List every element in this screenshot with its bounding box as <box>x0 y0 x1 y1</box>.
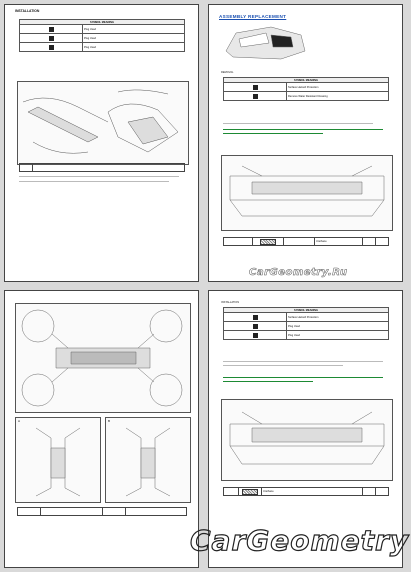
overview-drawing <box>16 304 190 412</box>
detail-panel-b <box>105 417 191 503</box>
symbol-table <box>223 77 389 101</box>
symbol-meaning: Surface Hazard Protection <box>287 313 389 322</box>
installation-label: INSTALLATION <box>221 301 240 304</box>
table-header: SYMBOL MEANING <box>224 78 389 83</box>
symbol-meaning: Remove Water Resistant Dressing <box>287 92 389 101</box>
legend-label: Urethane <box>262 488 363 496</box>
bottom-spread <box>0 286 411 572</box>
hint-notes <box>223 127 393 134</box>
panel-label-a: A <box>18 419 21 423</box>
symbol-meaning: Plug Used <box>83 25 185 34</box>
hint-notes <box>223 375 393 382</box>
legend-entry <box>33 164 185 172</box>
rear-panel-drawing <box>222 156 392 230</box>
urethane-swatch <box>260 239 276 245</box>
symbol-meaning: Surface Hazard Protection <box>287 83 389 92</box>
page-2 <box>208 4 403 282</box>
detail-a-drawing <box>16 418 100 502</box>
legend-table <box>19 163 185 172</box>
procedure-notes <box>19 173 187 182</box>
rear-panel-illustration <box>221 155 393 231</box>
step-notes <box>223 121 393 124</box>
underbody-drawing <box>18 82 188 164</box>
symbol-meaning: Plug Used <box>287 331 389 340</box>
warning-icon <box>253 85 258 90</box>
warning-icon <box>253 315 258 320</box>
symbol-meaning: Plug Used <box>83 43 185 52</box>
detail-panel-a <box>15 417 101 503</box>
symbol-meaning: Plug Used <box>83 34 185 43</box>
legend-table <box>223 237 389 246</box>
legend-entry <box>41 508 103 516</box>
step-notes <box>223 359 393 366</box>
watermark-large: CarGeometry <box>190 524 410 557</box>
urethane-swatch <box>242 489 258 495</box>
page-1-header: INSTALLATION <box>15 9 40 13</box>
page-1 <box>4 4 199 282</box>
plug-symbol-icon <box>49 27 54 32</box>
plug-symbol-icon <box>49 36 54 41</box>
page-3 <box>4 290 199 568</box>
legend-entry <box>125 508 187 516</box>
legend-label: Urethane <box>315 238 363 246</box>
legend-table <box>223 487 389 496</box>
table-header: SYMBOL MEANING <box>224 308 389 313</box>
car-body-drawing <box>221 21 309 63</box>
symbol-table <box>19 19 185 52</box>
dressing-icon <box>253 94 258 99</box>
plug-symbol-icon <box>253 333 258 338</box>
watermark-small: CarGeometry.Ru <box>249 267 348 278</box>
overview-illustration <box>15 303 191 413</box>
symbol-table <box>223 307 389 340</box>
detail-b-drawing <box>106 418 190 502</box>
symbol-meaning: Plug Used <box>287 322 389 331</box>
procedure-illustration <box>17 81 189 165</box>
panel-label-b: B <box>108 419 111 423</box>
rear-panel-illustration <box>221 399 393 481</box>
removal-label: REMOVAL <box>221 71 234 74</box>
section-title: ASSEMBLY REPLACEMENT <box>219 14 287 19</box>
car-body-illustration <box>221 21 309 63</box>
legend-table <box>17 507 187 516</box>
plug-symbol-icon <box>253 324 258 329</box>
plug-symbol-icon <box>49 45 54 50</box>
table-header: SYMBOL MEANING <box>20 20 185 25</box>
rear-panel-drawing <box>222 400 392 480</box>
